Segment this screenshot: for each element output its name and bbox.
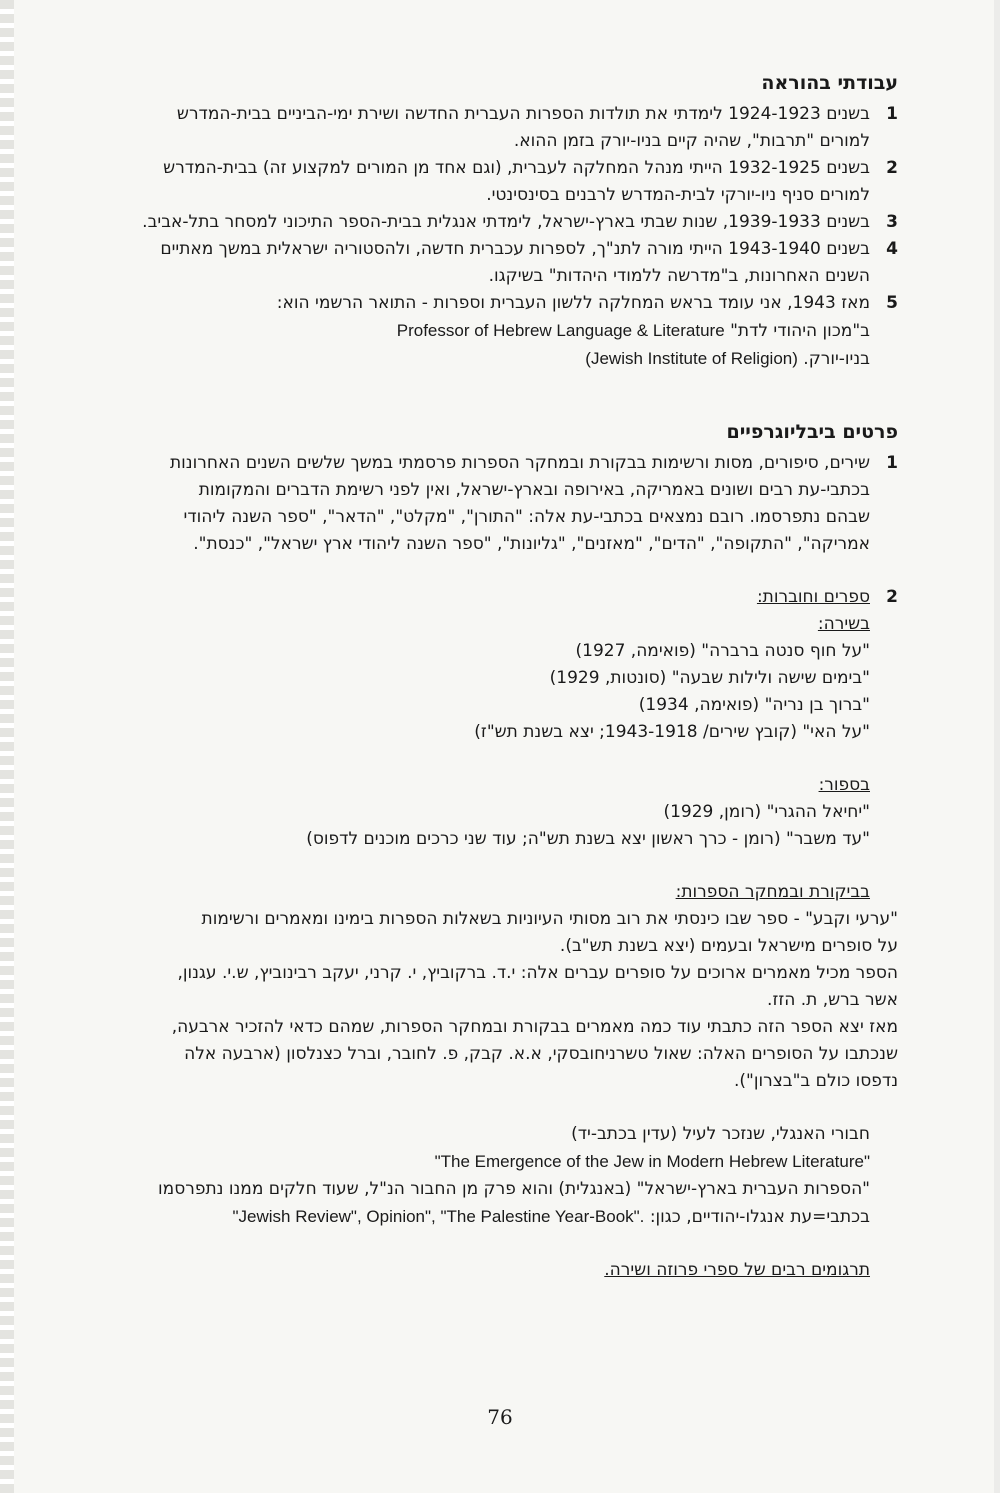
book-entry: "עד משבר" (רומן - כרך ראשון יצא בשנת תש"ה; עוד שני כרכים מוכנים לדפוס) [306, 829, 870, 849]
criticism-block [40, 906, 898, 1095]
teaching-heading: עבודתי בהוראה [761, 72, 898, 94]
item-number: 5 [886, 293, 898, 313]
journals-prefix: בכתבי=עת אנגלו-יהודיים, כגון: [649, 1207, 870, 1227]
translations-block [40, 1257, 898, 1284]
item-line: אמריקה", "התקופה", "הדים", "מאזנים", "גליונות", "ספר השנה ליהודי ארץ ישראל", "כנסת". [193, 534, 870, 554]
teaching-item [40, 209, 898, 236]
teaching-item [40, 290, 898, 373]
journals-line [40, 1203, 870, 1231]
book-entry: "יחיאל ההגרי" (רומן, 1929) [663, 802, 870, 822]
book-entry: "על האי" (קובץ שירים/ 1943-1918; יצא בשנת תש"ז) [474, 722, 870, 742]
book-entry: "על חוף סנטה ברברה" (פואימה, 1927) [575, 641, 870, 661]
item-line: בשנים 1939-1933, שנות שבתי בארץ-ישראל, לימדתי אנגלית בבית-הספר התיכוני למסחר בתל-אביב. [142, 212, 870, 232]
poetry-title: בשירה: [817, 614, 870, 634]
books-title: ספרים וחוברות: [756, 587, 870, 607]
biblio-heading: פרטים ביבליוגרפיים [726, 421, 898, 443]
item-number: 3 [886, 212, 898, 232]
institution-english: (Jewish Institute of Religion) [585, 349, 798, 368]
biblio-item [40, 450, 898, 558]
item-line: בשנים 1932-1925 הייתי מנהל המחלקה לעברית, (וגם אחד מן המורים למקצוע זה) בבית-המדרש [163, 158, 870, 178]
page-edge [994, 0, 1000, 1493]
institution-prefix: ב"מכון היהודי לדת" [730, 321, 870, 341]
translations-line: תרגומים רבים של ספרי פרוזה ושירה. [604, 1260, 870, 1280]
page-number: 76 [487, 1405, 513, 1429]
item-line: למורים סניף ניו-יורקי לבית-המדרש לרבנים בסינסינטי. [486, 185, 870, 205]
item-line: בכתבי-עת רבים ושונים באמריקה, באירופה ובארץ-ישראל, ואין לפני רשימת הדברים והמקומות [198, 480, 870, 500]
book-entry: "ברוך בן נריה" (פואימה, 1934) [638, 695, 870, 715]
criticism-line: "ערעי וקבע" - ספר שבו כינסתי את רוב מסותי העיוניות בשאלות הספרות בימינו ומאמרים ורשימות [201, 909, 898, 929]
criticism-title: בביקורת ובמחקר הספרות: [675, 882, 870, 902]
criticism-line: נדפסו כולם ב"בצרון"). [733, 1071, 898, 1091]
item-line: השנים האחרונות, ב"מדרשה ללמודי היהדות" בשיקגו. [488, 266, 870, 286]
page-content [40, 70, 898, 1284]
title-line [40, 317, 870, 345]
item-line: בשנים 1924-1923 לימדתי את תולדות הספרות העברית החדשה ושירת ימי-הביניים בבית-המדרש [176, 104, 870, 124]
item-number: 1 [886, 104, 898, 124]
item-line: בשנים 1943-1940 הייתי מורה לתנ"ך, לספרות עכברית חדשה, ולהסטוריה ישראלית במשך מאתיים [160, 239, 870, 259]
item-line: שירים, סיפורים, מסות ורשימות בבקורת ובמחקר הספרות פרסמתי במשך שלשים השנים האחרונות [170, 453, 870, 473]
criticism-line: אשר ברש, ת. הזז. [767, 990, 898, 1010]
item-line: מאז 1943, אני עומד בראש המחלקה ללשון העברית וספרות - התואר הרשמי הוא: [276, 293, 870, 313]
prose-title: בספור: [818, 775, 870, 795]
perforated-edge [0, 0, 14, 1493]
book-entry: "בימים שישה ולילות שבעה" (סונטות, 1929) [549, 668, 870, 688]
teaching-item [40, 236, 898, 290]
teaching-item [40, 155, 898, 209]
criticism-line: על סופרים מישראל ובעמים (יצא בשנת תש"ב). [559, 936, 898, 956]
item-number: 2 [886, 158, 898, 178]
institution-city: בניו-יורק. [803, 349, 870, 369]
journals-english: "Jewish Review", Opinion", "The Palestine Year-Book". [232, 1207, 645, 1226]
teaching-item [40, 101, 898, 155]
english-intro: חבורי האנגלי, שנזכר לעיל (עדין בכתב-יד) [571, 1124, 870, 1144]
item-line: שבהם נתפרסמו. רובם נמצאים בכתבי-עת אלה: "התורן", "מקלט", "הדאר", "ספר השנה ליהודי [183, 507, 870, 527]
title-english: Professor of Hebrew Language & Literature [396, 321, 725, 340]
english-line: "הספרות העברית בארץ-ישראל" (באנגלית) והוא פרק מן החבור הנ"ל, שעוד חלקים ממנו נתפרסמו [158, 1179, 870, 1199]
item-number: 1 [886, 453, 898, 473]
criticism-line: הספר מכיל מאמרים ארוכים על סופרים עברים אלה: י.ד. ברקוביץ, י. קרני, יעקב רבינוביץ, ש.י. עגנון, [177, 963, 898, 983]
criticism-line: מאז יצא הספר הזה כתבתי עוד כמה מאמרים בבקורת ובמחקר הספרות, שמהם כדאי להזכיר ארבעה, [171, 1017, 898, 1037]
institution-line [40, 345, 870, 373]
english-works-block [40, 1121, 898, 1231]
english-title: "The Emergence of the Jew in Modern Hebrew Literature" [434, 1152, 870, 1171]
item-number: 4 [886, 239, 898, 259]
criticism-line: שנכתבו על הסופרים האלה: שאול טשרניחובסקי, א.א. קבק, פ. לחובר, וברל כצנלסון (ארבעה אלה [184, 1044, 898, 1064]
item-line: למורים "תרבות", שהיה קיים בניו-יורק בזמן ההוא. [513, 131, 870, 151]
item-number: 2 [886, 587, 898, 607]
biblio-item [40, 584, 898, 906]
